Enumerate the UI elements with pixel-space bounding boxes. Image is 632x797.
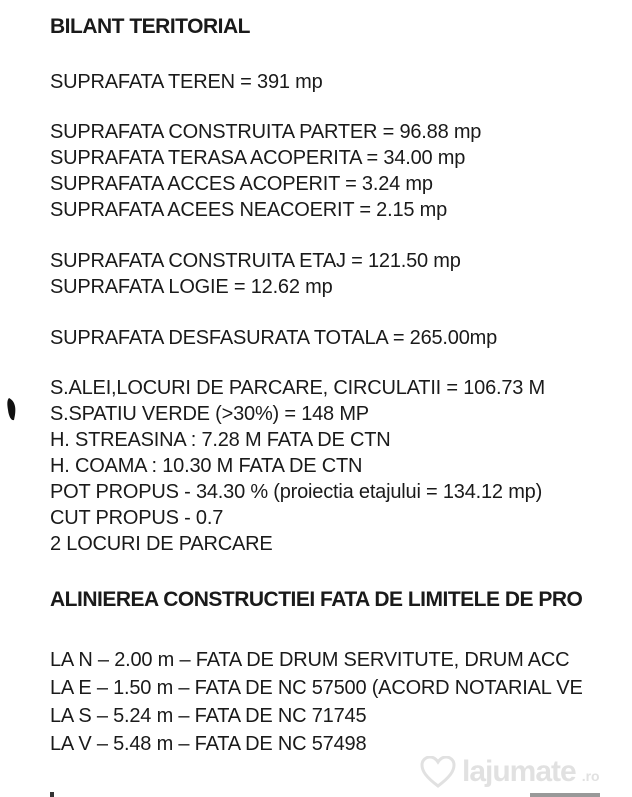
text-line-coama: H. COAMA : 10.30 M FATA DE CTN: [50, 455, 363, 477]
text-line-cut: CUT PROPUS - 0.7: [50, 507, 224, 529]
text-line-pot: POT PROPUS - 34.30 % (proiectia etajului = 134.12 mp): [50, 481, 543, 503]
section-heading-aliniere: ALINIEREA CONSTRUCTIEI FATA DE LIMITELE DE PRO: [50, 588, 583, 611]
text-line-etaj: SUPRAFATA CONSTRUITA ETAJ = 121.50 mp: [50, 250, 461, 272]
text-line-acces-neacoperit: SUPRAFATA ACEES NEACOERIT = 2.15 mp: [50, 199, 448, 221]
text-line-acces-acoperit: SUPRAFATA ACCES ACOPERIT = 3.24 mp: [50, 173, 433, 195]
watermark: [420, 752, 600, 792]
text-line-streasina: H. STREASINA : 7.28 M FATA DE CTN: [50, 429, 391, 451]
text-line-parter: SUPRAFATA CONSTRUITA PARTER = 96.88 mp: [50, 121, 482, 143]
text-line-terasa: SUPRAFATA TERASA ACOPERITA = 34.00 mp: [50, 147, 466, 169]
text-line-teren: SUPRAFATA TEREN = 391 mp: [50, 71, 323, 93]
watermark-text: lajumate: [462, 755, 576, 788]
heart-icon: [420, 756, 456, 788]
text-line-spatiu-verde: S.SPATIU VERDE (>30%) = 148 MP: [50, 403, 369, 425]
text-line-la-e: LA E – 1.50 m – FATA DE NC 57500 (ACORD NOTARIAL VE: [50, 677, 583, 699]
text-line-desfasurata: SUPRAFATA DESFASURATA TOTALA = 265.00mp: [50, 327, 498, 349]
text-line-logie: SUPRAFATA LOGIE = 12.62 mp: [50, 276, 333, 298]
document-title: BILANT TERITORIAL: [50, 15, 250, 38]
text-line-alei: S.ALEI,LOCURI DE PARCARE, CIRCULATII = 106.73 M: [50, 377, 546, 399]
text-line-la-v: LA V – 5.48 m – FATA DE NC 57498: [50, 733, 367, 755]
text-line-parcare: 2 LOCURI DE PARCARE: [50, 533, 273, 555]
watermark-suffix: .ro: [581, 768, 600, 784]
text-line-la-s: LA S – 5.24 m – FATA DE NC 71745: [50, 705, 367, 727]
text-line-la-n: LA N – 2.00 m – FATA DE DRUM SERVITUTE, DRUM ACC: [50, 649, 570, 671]
scan-mark: [6, 396, 18, 422]
